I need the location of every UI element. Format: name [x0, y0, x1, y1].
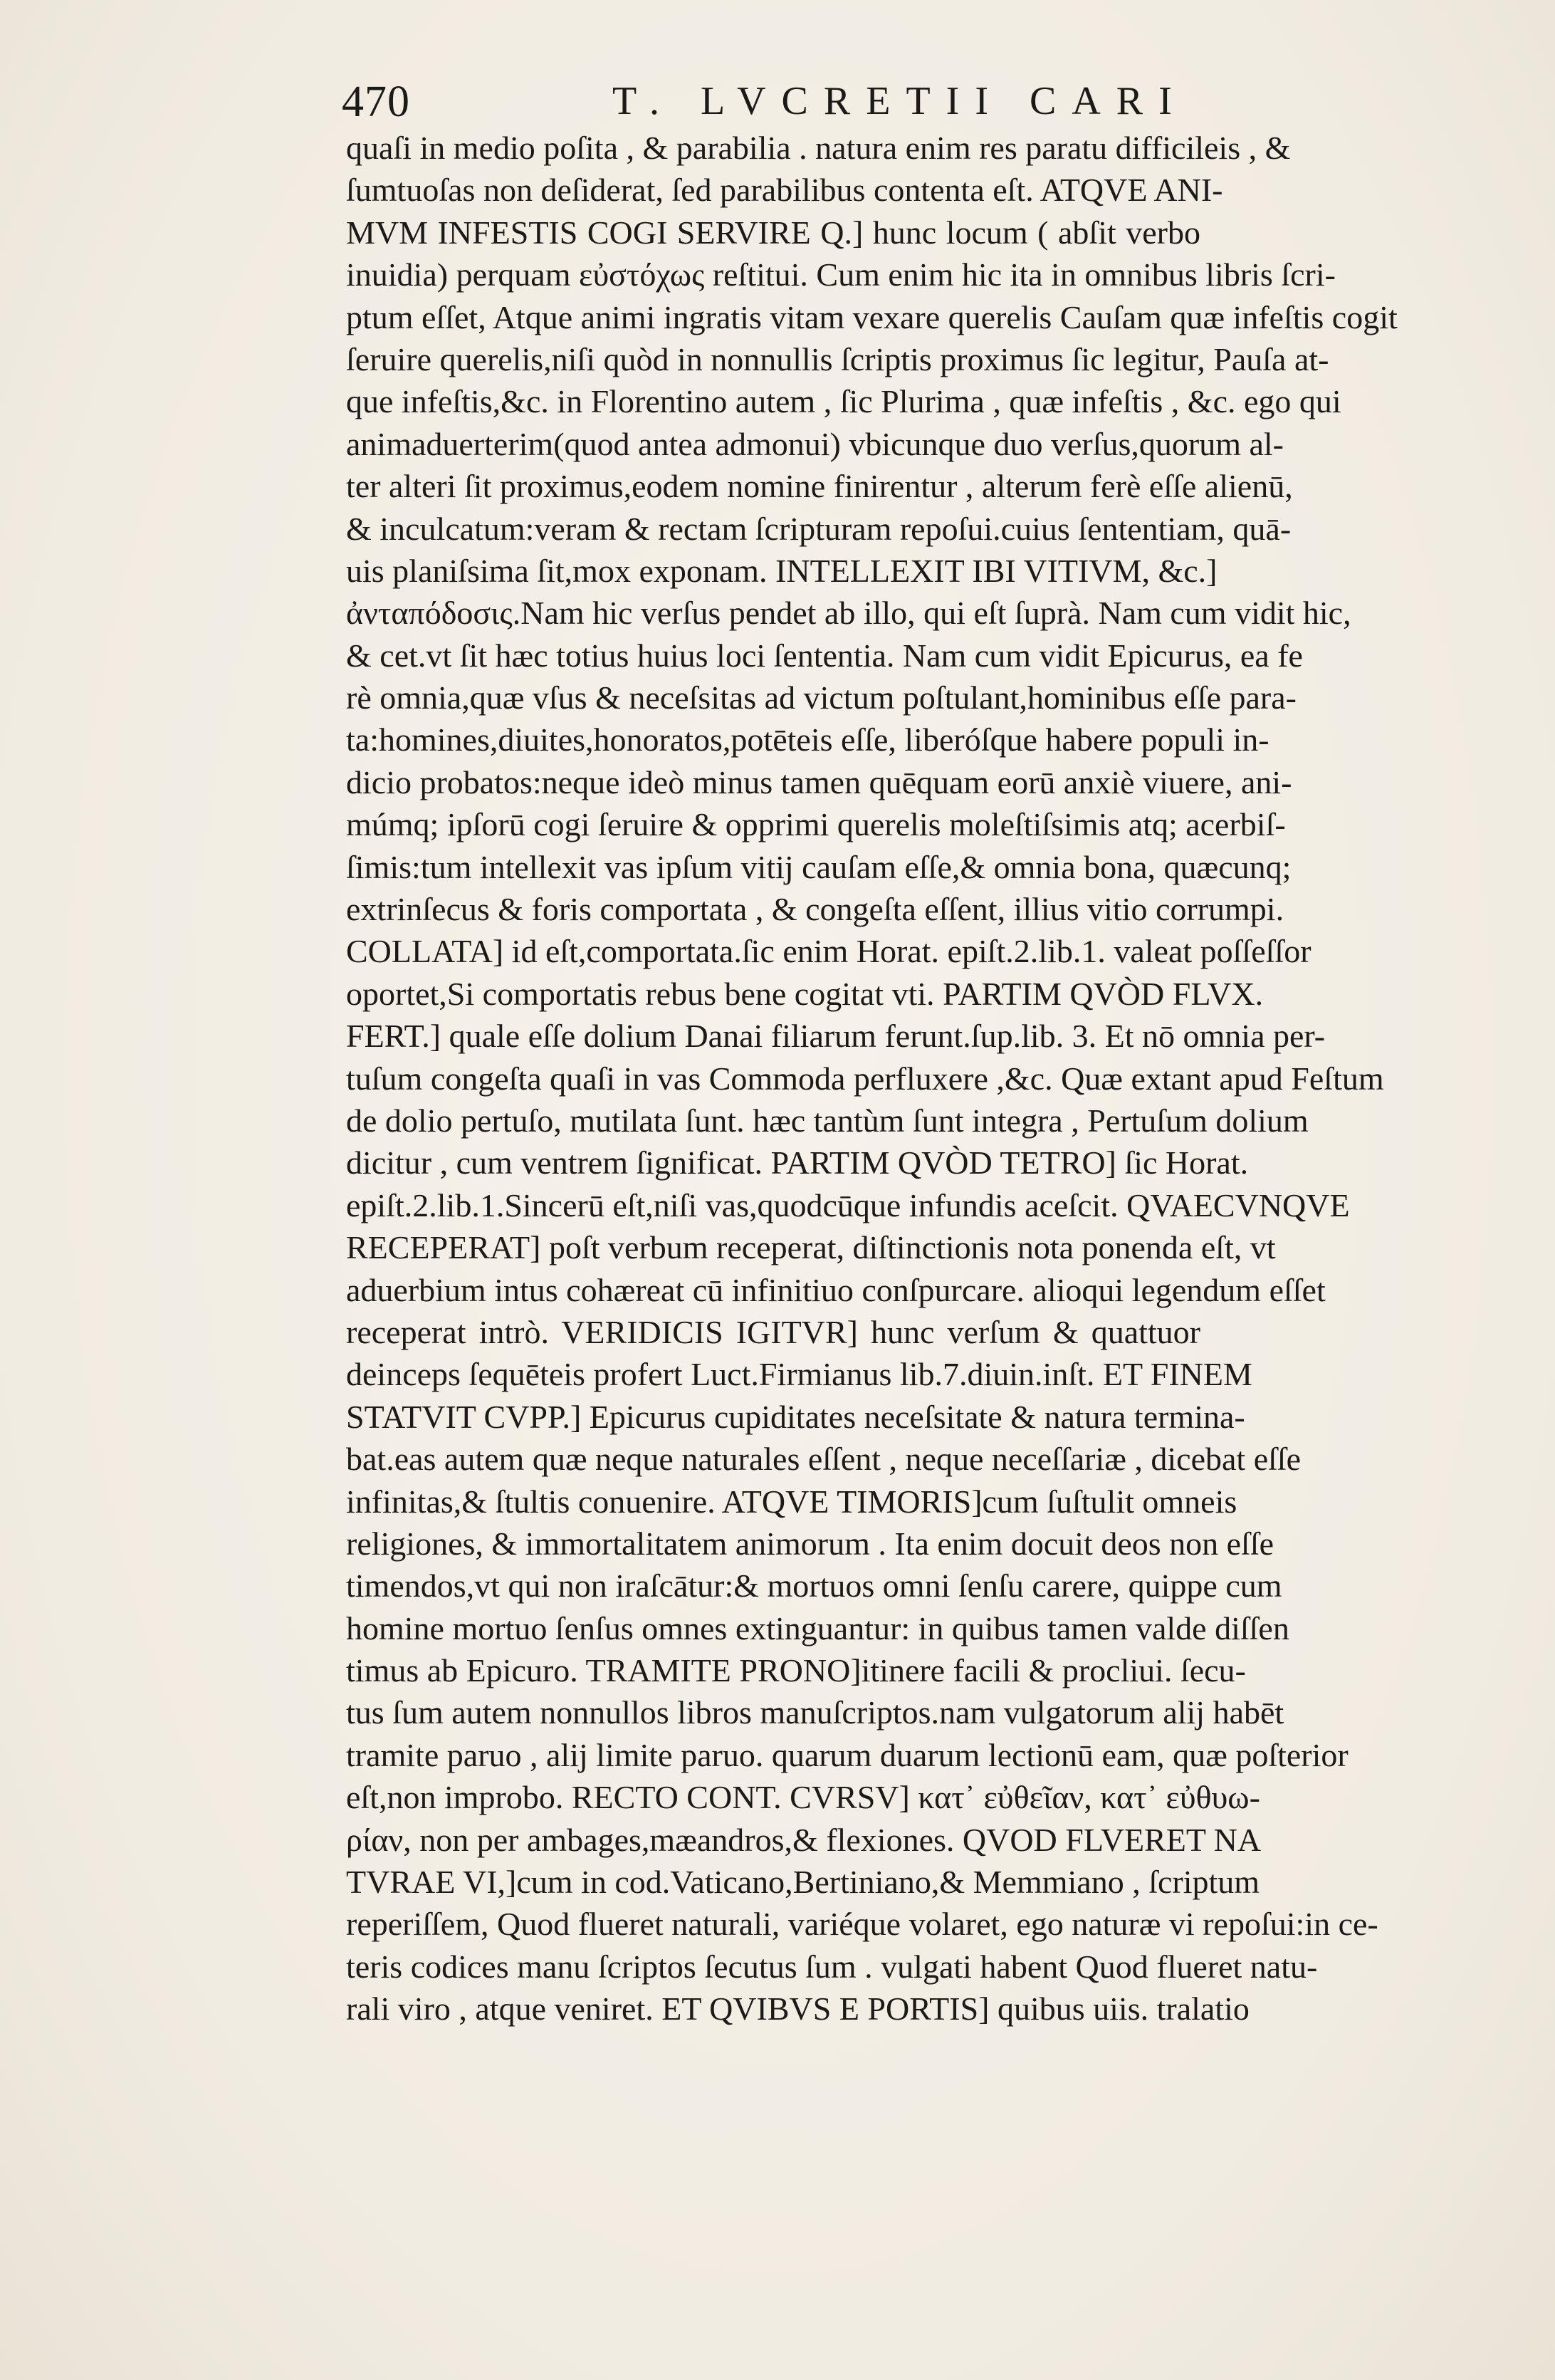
text-line: timendos,vt qui non iraſcātur:& mortuos omni ſenſu carere, quippe cum — [346, 1567, 1282, 1604]
text-line: infinitas,& ſtultis conuenire. ATQVE TIMORIS]cum ſuſtulit omneis — [346, 1483, 1237, 1520]
text-line: múmq; ipſorū cogi ſeruire & opprimi querelis moleſtiſsimis atq; acerbiſ- — [346, 806, 1286, 843]
text-line: STATVIT CVPP.] Epicurus cupiditates neceſsitate & natura termina- — [346, 1398, 1245, 1435]
page-header — [342, 77, 1225, 134]
running-title: T. LVCRETII CARI — [612, 79, 1188, 123]
text-line: inuidia) perquam εὐστόχως reſtitui. Cum enim hic ita in omnibus libris ſcri- — [346, 256, 1336, 293]
text-line: epiſt.2.lib.1.Sincerū eſt,niſi vas,quodcūque infundis aceſcit. QVAECVNQVE — [346, 1186, 1350, 1223]
text-line: homine mortuo ſenſus omnes extinguantur: in quibus tamen valde diſſen — [346, 1609, 1289, 1646]
text-line: tuſum congeſta quaſi in vas Commoda perfluxere ,&c. Quæ extant apud Feſtum — [346, 1060, 1384, 1097]
text-line: COLLATA] id eſt,comportata.ſic enim Horat. epiſt.2.lib.1. valeat poſſeſſor — [346, 933, 1311, 970]
text-line: ρίαν, non per ambages,mæandros,& flexiones. QVOD FLVERET NA — [346, 1821, 1262, 1858]
text-line: rè omnia,quæ vſus & neceſsitas ad victum poſtulant,hominibus eſſe para- — [346, 679, 1297, 716]
text-line: eſt,non improbo. RECTO CONT. CVRSV] κατ᾽ εὐθεῖαν, κατ᾽ εὐθυω- — [346, 1779, 1260, 1816]
text-line: FERT.] quale eſſe dolium Danai filiarum ferunt.ſup.lib. 3. Et nō omnia per- — [346, 1018, 1326, 1055]
text-line: TVRAE VI,]cum in cod.Vaticano,Bertiniano,& Memmiano , ſcriptum — [346, 1864, 1260, 1901]
text-line: RECEPERAT] poſt verbum receperat, diſtinctionis nota ponenda eſt, vt — [346, 1229, 1276, 1266]
text-line: & inculcatum:veram & rectam ſcripturam repoſui.cuius ſententiam, quā- — [346, 510, 1292, 547]
text-line: deinceps ſequēteis profert Luct.Firmianus lib.7.diuin.inſt. ET FINEM — [346, 1356, 1252, 1393]
text-line: quaſi in medio poſita , & parabilia . natura enim res paratu difficileis , & — [346, 130, 1291, 166]
text-line: oportet,Si comportatis rebus bene cogitat vti. PARTIM QVÒD FLVX. — [346, 975, 1264, 1012]
text-line: ſumtuoſas non deſiderat, ſed parabilibus contenta eſt. ATQVE ANI- — [346, 172, 1223, 209]
text-line: ἀνταπόδοσις.Nam hic verſus pendet ab illo, qui eſt ſuprà. Nam cum vidit hic, — [346, 595, 1351, 632]
text-line: animaduerterim(quod antea admonui) vbicunque duo verſus,quorum al- — [346, 425, 1284, 462]
text-line: extrinſecus & foris comportata , & congeſta eſſent, illius vitio corrumpi. — [346, 891, 1284, 928]
text-line: religiones, & immortalitatem animorum . Ita enim docuit deos non eſſe — [346, 1525, 1274, 1562]
text-line: receperat intrò. VERIDICIS IGITVR] hunc verſum & quattuor — [346, 1313, 1200, 1350]
text-line: teris codices manu ſcriptos ſecutus ſum . vulgati habent Quod flueret natu- — [346, 1948, 1318, 1985]
text-line: MVM INFESTIS COGI SERVIRE Q.] hunc locum ( abſit verbo — [346, 214, 1200, 251]
text-line: & cet.vt ſit hæc totius huius loci ſententia. Nam cum vidit Epicurus, ea fe — [346, 637, 1303, 674]
text-line: tramite paruo , alij limite paruo. quarum duarum lectionū eam, quæ poſterior — [346, 1736, 1349, 1773]
text-line: ſimis:tum intellexit vas ipſum vitij cauſam eſſe,& omnia bona, quæcunq; — [346, 848, 1292, 885]
text-line: rali viro , atque veniret. ET QVIBVS E PORTIS] quibus uiis. tralatio — [346, 1990, 1250, 2027]
text-line: tus ſum autem nonnullos libros manuſcriptos.nam vulgatorum alij habēt — [346, 1694, 1284, 1731]
text-line: ptum eſſet, Atque animi ingratis vitam vexare querelis Cauſam quæ infeſtis cogit — [346, 298, 1398, 335]
text-line: timus ab Epicuro. TRAMITE PRONO]itinere facili & procliui. ſecu- — [346, 1652, 1246, 1689]
page-number: 470 — [342, 78, 410, 126]
text-line: ſeruire querelis,niſi quòd in nonnullis ſcriptis proximus ſic legitur, Pauſa at- — [346, 340, 1329, 377]
text-line: bat.eas autem quæ neque naturales eſſent , neque neceſſariæ , dicebat eſſe — [346, 1441, 1302, 1478]
text-line: de dolio pertuſo, mutilata ſunt. hæc tantùm ſunt integra , Pertuſum dolium — [346, 1102, 1309, 1139]
text-line: ta:homines,diuites,honoratos,potēteis eſſe, liberóſque habere populi in- — [346, 721, 1269, 758]
commentary-text — [346, 127, 1398, 2030]
text-line: dicitur , cum ventrem ſignificat. PARTIM QVÒD TETRO] ſic Horat. — [346, 1144, 1249, 1181]
text-line: aduerbium intus cohæreat cū infinitiuo conſpurcare. alioqui legendum eſſet — [346, 1271, 1326, 1308]
text-line: dicio probatos:neque ideò minus tamen quēquam eorū anxiè viuere, ani- — [346, 763, 1292, 800]
text-line: reperiſſem, Quod flueret naturali, variéque volaret, ego naturæ vi repoſui:in ce- — [346, 1906, 1378, 1943]
text-line: uis planiſsima ſit,mox exponam. INTELLEXIT IBI VITIVM, &c.] — [346, 552, 1218, 589]
text-line: que infeſtis,&c. in Florentino autem , ſic Plurima , quæ infeſtis , &c. ego qui — [346, 383, 1341, 420]
text-line: ter alteri ſit proximus,eodem nomine finirentur , alterum ferè eſſe alienū, — [346, 468, 1293, 505]
